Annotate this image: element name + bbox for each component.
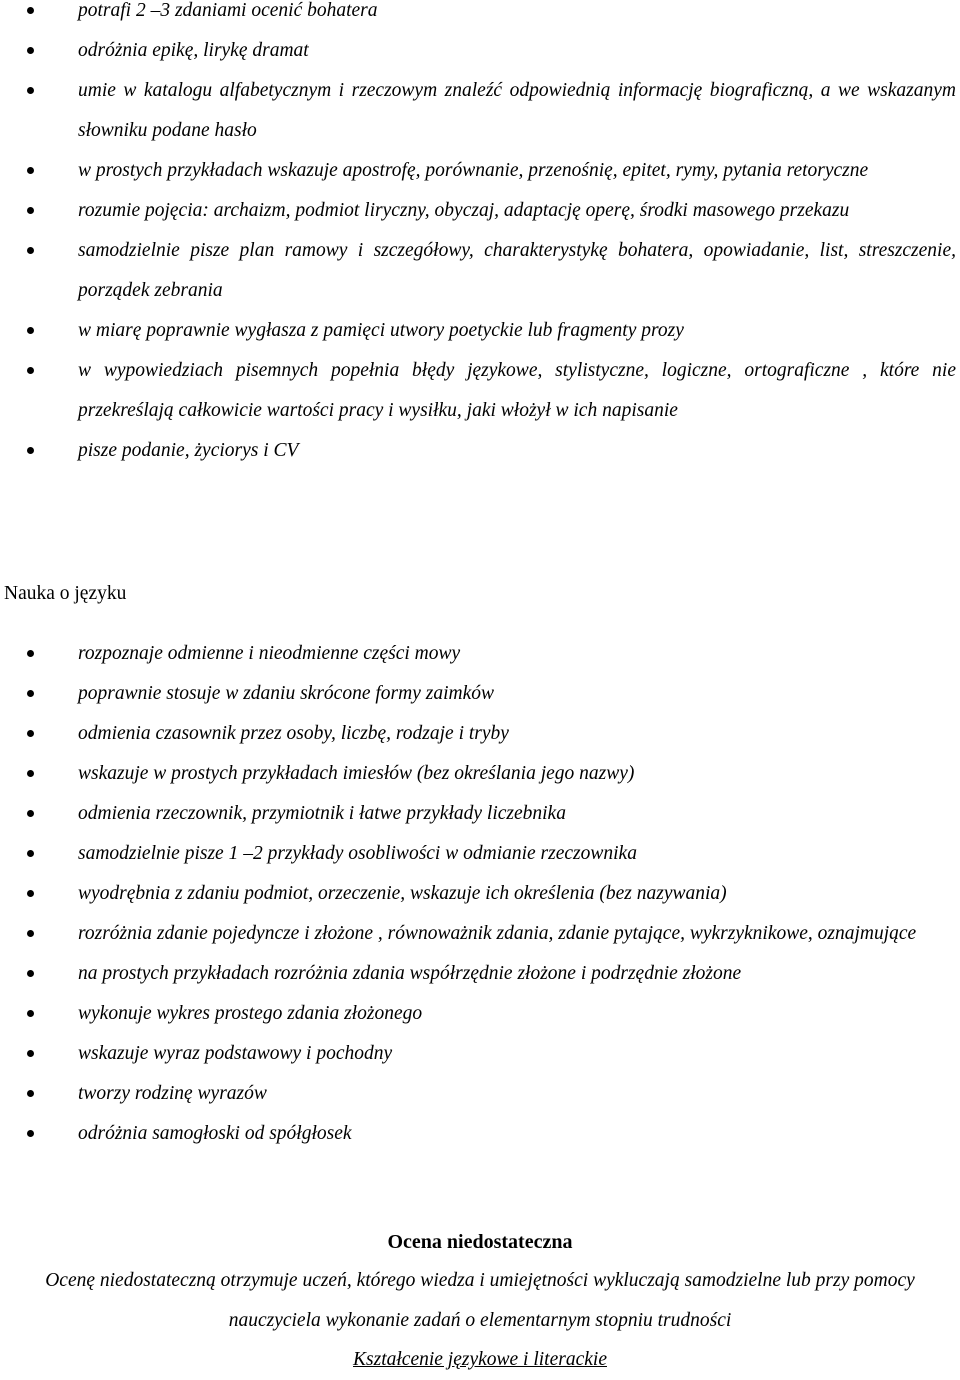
list-item-text: wskazuje wyraz podstawowy i pochodny [78,1043,393,1064]
bullet-icon [27,47,34,54]
list-item [0,1114,960,1154]
bullet-icon [27,970,34,977]
list-item-text: rozumie pojęcia: archaizm, podmiot liryczny, obyczaj, adaptację operę, środki masowego przekazu [78,200,850,221]
list-item [0,674,960,714]
list-item [0,874,960,914]
list-item [0,31,960,71]
list-item-text: samodzielnie pisze plan ramowy i szczegółowy, charakterystykę bohatera, opowiadanie, list, streszczenie, porządek zebrania [78,240,956,301]
bullet-icon [27,770,34,777]
list-item-text: wyodrębnia z zdaniu podmiot, orzeczenie, wskazuje ich określenia (bez nazywania) [78,883,727,904]
bullet-icon [27,327,34,334]
list-item [0,1074,960,1114]
list-item-text: rozróżnia zdanie pojedyncze i złożone , równoważnik zdania, zdanie pytające, wykrzyknikowe, oznajmujące [78,923,917,944]
bullet-icon [27,1130,34,1137]
list-item-text: odróżnia samogłoski od spółgłosek [78,1123,352,1144]
bullet-icon [27,650,34,657]
list-item-text: umie w katalogu alfabetycznym i rzeczowym znaleźć odpowiednią informację biograficzną, a we wskazanym słowniku podane hasło [78,80,956,141]
list-item [0,311,960,351]
list-item-text: na prostych przykładach rozróżnia zdania współrzędnie złożone i podrzędnie złożone [78,963,742,984]
list-item [0,754,960,794]
bullet-icon [27,810,34,817]
list-item [0,1034,960,1074]
list-item-text: wykonuje wykres prostego zdania złożonego [78,1003,423,1024]
bullet-icon [27,850,34,857]
list-item [0,794,960,834]
list-item-text: rozpoznaje odmienne i nieodmienne części mowy [78,643,461,664]
list-item-text: odmienia rzeczownik, przymiotnik i łatwe przykłady liczebnika [78,803,566,824]
list-item [0,994,960,1034]
bullet-icon [27,87,34,94]
bullet-icon [27,247,34,254]
list-item [0,431,960,471]
list-item-text: pisze podanie, życiorys i CV [78,440,299,461]
list-item-text: tworzy rodzinę wyrazów [78,1083,267,1104]
list-item-text: odmienia czasownik przez osoby, liczbę, rodzaje i tryby [78,723,509,744]
list-item-text: w wypowiedziach pisemnych popełnia błędy językowe, stylistyczne, logiczne, ortograficzne , które nie przekreślają całkowicie wartości pracy i wysiłku, jaki włożył w ich napisanie [78,360,956,421]
list-item [0,231,960,311]
skills-list-language [0,634,960,1154]
bullet-icon [27,207,34,214]
grade-heading: Ocena niedostateczna [387,1231,573,1253]
list-item [0,191,960,231]
bullet-icon [27,167,34,174]
grade-subheading: Kształcenie językowe i literackie [353,1349,607,1370]
list-item [0,834,960,874]
bullet-icon [27,890,34,897]
bullet-icon [27,1090,34,1097]
grade-description: Ocenę niedostateczną otrzymuje uczeń, którego wiedza i umiejętności wykluczają samodzielne lub przy pomocy nauczyciela wykonanie zadań o elementarnym stopniu trudności [45,1270,915,1331]
list-item-text: samodzielnie pisze 1 –2 przykłady osobliwości w odmianie rzeczownika [78,843,637,864]
bullet-icon [27,447,34,454]
skills-list-literature [0,0,960,471]
list-item [0,351,960,431]
bullet-icon [27,730,34,737]
list-item [0,634,960,674]
list-item-text: potrafi 2 –3 zdaniami ocenić bohatera [78,0,378,21]
list-item-text: poprawnie stosuje w zdaniu skrócone formy zaimków [78,683,494,704]
list-item-text: w miarę poprawnie wygłasza z pamięci utwory poetyckie lub fragmenty prozy [78,320,684,341]
bullet-icon [27,7,34,14]
list-item [0,714,960,754]
list-item-text: w prostych przykładach wskazuje apostrofę, porównanie, przenośnię, epitet, rymy, pytania retoryczne [78,160,869,181]
list-item-text: wskazuje w prostych przykładach imiesłów (bez określania jego nazwy) [78,763,635,784]
bullet-icon [27,690,34,697]
list-item [0,71,960,151]
bullet-icon [27,930,34,937]
bullet-icon [27,367,34,374]
bullet-icon [27,1050,34,1057]
bullet-icon [27,1010,34,1017]
list-item-text: odróżnia epikę, lirykę dramat [78,40,309,61]
section-heading: Nauka o języku [4,583,127,604]
grade-subheading-container [0,1340,960,1380]
list-item [0,0,960,31]
list-item [0,914,960,954]
list-item [0,954,960,994]
list-item [0,151,960,191]
